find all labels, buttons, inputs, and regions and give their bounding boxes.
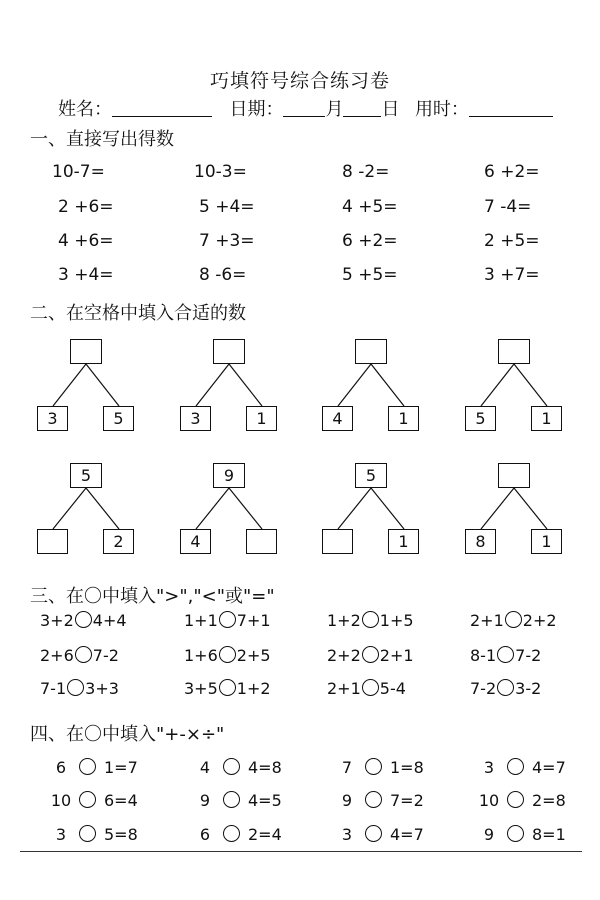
answer-circle[interactable]	[362, 611, 379, 628]
answer-circle[interactable]	[219, 611, 236, 628]
operator-circle[interactable]	[365, 825, 382, 842]
compare-item	[40, 611, 127, 630]
operand-right: 2=4	[248, 825, 282, 844]
tree-left-box[interactable]: 5	[465, 406, 496, 431]
compare-left-expr: 1+2	[327, 611, 361, 630]
operand-right: 1=8	[390, 758, 424, 777]
answer-circle[interactable]	[219, 679, 236, 696]
arithmetic-item[interactable]: 5 +4=	[199, 197, 255, 217]
answer-circle[interactable]	[67, 679, 84, 696]
compare-item	[184, 611, 271, 630]
operand-right: 4=8	[248, 758, 282, 777]
section-2-heading: 二、在空格中填入合适的数	[30, 303, 246, 324]
arithmetic-item[interactable]: 8 -6=	[199, 265, 247, 285]
tree-right-box[interactable]	[246, 529, 277, 554]
operator-item	[50, 791, 138, 810]
tree-right-box[interactable]: 5	[103, 406, 134, 431]
answer-circle[interactable]	[362, 679, 379, 696]
compare-right-expr: 1+2	[236, 679, 271, 698]
tree-top-box[interactable]: 5	[70, 463, 102, 488]
answer-circle[interactable]	[219, 646, 236, 663]
compare-right-expr: 2+5	[236, 646, 271, 665]
answer-circle[interactable]	[497, 679, 514, 696]
month-label: 月	[325, 99, 344, 120]
compare-left-expr: 2+1	[470, 611, 504, 630]
arithmetic-item[interactable]: 10-7=	[52, 162, 105, 182]
arithmetic-item[interactable]: 6 +2=	[342, 231, 398, 251]
answer-circle[interactable]	[75, 611, 92, 628]
operator-item	[478, 758, 566, 777]
tree-right-box[interactable]: 1	[388, 406, 419, 431]
tree-right-box[interactable]: 1	[531, 406, 562, 431]
operator-item	[50, 758, 138, 777]
answer-circle[interactable]	[497, 646, 514, 663]
operator-circle[interactable]	[79, 791, 96, 808]
operand-right: 6=4	[104, 791, 138, 810]
compare-right-expr: 3-2	[515, 679, 542, 698]
operand-left: 3	[55, 825, 67, 844]
section-4-heading: 四、在〇中填入"+-×÷"	[30, 724, 225, 745]
operand-right: 5=8	[104, 825, 138, 844]
name-label: 姓名：	[58, 99, 112, 120]
compare-item	[470, 611, 557, 630]
tree-top-box[interactable]: 5	[355, 463, 387, 488]
tree-left-box[interactable]: 8	[465, 529, 496, 554]
operator-item	[336, 825, 424, 844]
arithmetic-item[interactable]: 10-3=	[194, 162, 247, 182]
arithmetic-item[interactable]: 8 -2=	[342, 162, 390, 182]
compare-left-expr: 3+2	[40, 611, 74, 630]
tree-left-box[interactable]: 3	[37, 406, 68, 431]
compare-item	[184, 646, 271, 665]
compare-right-expr: 2+1	[379, 646, 414, 665]
arithmetic-item[interactable]: 4 +6=	[58, 231, 114, 251]
answer-circle[interactable]	[75, 646, 92, 663]
operand-left: 10	[478, 791, 500, 810]
compare-left-expr: 2+6	[40, 646, 74, 665]
arithmetic-item[interactable]: 7 +3=	[199, 231, 255, 251]
compare-left-expr: 7-1	[40, 679, 67, 698]
operand-left: 9	[199, 791, 211, 810]
operator-circle[interactable]	[79, 825, 96, 842]
operator-circle[interactable]	[223, 825, 240, 842]
operand-left: 3	[483, 758, 495, 777]
arithmetic-item[interactable]: 5 +5=	[342, 265, 398, 285]
tree-top-box[interactable]	[498, 463, 530, 488]
tree-right-box[interactable]: 1	[531, 529, 562, 554]
compare-right-expr: 2+2	[522, 611, 557, 630]
operand-right: 2=8	[532, 791, 566, 810]
operator-item	[194, 758, 282, 777]
operator-circle[interactable]	[507, 758, 524, 775]
tree-top-box[interactable]	[213, 339, 245, 364]
operator-item	[478, 825, 566, 844]
operand-right: 8=1	[532, 825, 566, 844]
compare-right-expr: 3+3	[85, 679, 119, 698]
operand-left: 9	[341, 791, 353, 810]
time-label: 用时：	[414, 99, 469, 120]
compare-right-expr: 5-4	[379, 679, 406, 698]
tree-right-box[interactable]: 2	[103, 529, 134, 554]
operator-circle[interactable]	[223, 758, 240, 775]
operator-circle[interactable]	[223, 791, 240, 808]
arithmetic-item[interactable]: 2 +6=	[58, 197, 114, 217]
compare-right-expr: 7-2	[92, 646, 119, 665]
operand-right: 1=7	[104, 758, 138, 777]
section-3-heading: 三、在〇中填入">","<"或"="	[30, 586, 275, 607]
arithmetic-item[interactable]: 3 +7=	[484, 265, 540, 285]
tree-left-box[interactable]	[322, 529, 353, 554]
compare-right-expr: 7-2	[515, 646, 542, 665]
compare-left-expr: 7-2	[470, 679, 497, 698]
section-1-heading: 一、直接写出得数	[30, 129, 174, 150]
compare-left-expr: 3+5	[184, 679, 218, 698]
compare-item	[470, 646, 541, 665]
arithmetic-item[interactable]: 3 +4=	[58, 265, 114, 285]
compare-item	[184, 679, 271, 698]
tree-right-box[interactable]: 1	[246, 406, 277, 431]
operand-left: 3	[341, 825, 353, 844]
operator-circle[interactable]	[507, 791, 524, 808]
tree-top-box[interactable]	[70, 339, 102, 364]
operand-left: 6	[55, 758, 67, 777]
operand-right: 7=2	[390, 791, 424, 810]
tree-left-box[interactable]: 3	[180, 406, 211, 431]
compare-item	[327, 679, 406, 698]
operator-circle[interactable]	[507, 825, 524, 842]
operand-right: 4=7	[532, 758, 566, 777]
compare-left-expr: 2+2	[327, 646, 361, 665]
tree-left-box[interactable]: 4	[322, 406, 353, 431]
answer-circle[interactable]	[362, 646, 379, 663]
compare-right-expr: 1+5	[379, 611, 414, 630]
bottom-divider	[20, 851, 582, 852]
operand-right: 4=7	[390, 825, 424, 844]
operator-circle[interactable]	[365, 791, 382, 808]
operand-left: 7	[341, 758, 353, 777]
compare-left-expr: 2+1	[327, 679, 361, 698]
compare-left-expr: 1+6	[184, 646, 218, 665]
operand-left: 4	[199, 758, 211, 777]
compare-right-expr: 7+1	[236, 611, 271, 630]
page-title: 巧填符号综合练习卷	[209, 70, 390, 92]
operand-left: 10	[50, 791, 72, 810]
tree-top-box[interactable]	[498, 339, 530, 364]
tree-right-box[interactable]: 1	[388, 529, 419, 554]
operator-item	[194, 791, 282, 810]
compare-item	[470, 679, 541, 698]
compare-item	[327, 646, 414, 665]
tree-top-box[interactable]	[355, 339, 387, 364]
arithmetic-item[interactable]: 7 -4=	[484, 197, 532, 217]
compare-left-expr: 1+1	[184, 611, 218, 630]
operand-right: 4=5	[248, 791, 282, 810]
operator-circle[interactable]	[365, 758, 382, 775]
answer-circle[interactable]	[505, 611, 522, 628]
operand-left: 9	[483, 825, 495, 844]
compare-right-expr: 4+4	[92, 611, 127, 630]
date-label: 日期：	[229, 99, 284, 120]
tree-top-box[interactable]: 9	[213, 463, 245, 488]
compare-left-expr: 8-1	[470, 646, 497, 665]
arithmetic-item[interactable]: 2 +5=	[484, 231, 540, 251]
operand-left: 6	[199, 825, 211, 844]
day-label: 日	[381, 99, 400, 120]
operator-circle[interactable]	[79, 758, 96, 775]
compare-item	[327, 611, 414, 630]
arithmetic-item[interactable]: 6 +2=	[484, 162, 540, 182]
operator-item	[478, 791, 566, 810]
operator-item	[194, 825, 282, 844]
operator-item	[336, 791, 424, 810]
compare-item	[40, 679, 119, 698]
arithmetic-item[interactable]: 4 +5=	[342, 197, 398, 217]
operator-item	[50, 825, 138, 844]
tree-left-box[interactable]	[37, 529, 68, 554]
operator-item	[336, 758, 424, 777]
tree-left-box[interactable]: 4	[180, 529, 211, 554]
compare-item	[40, 646, 119, 665]
